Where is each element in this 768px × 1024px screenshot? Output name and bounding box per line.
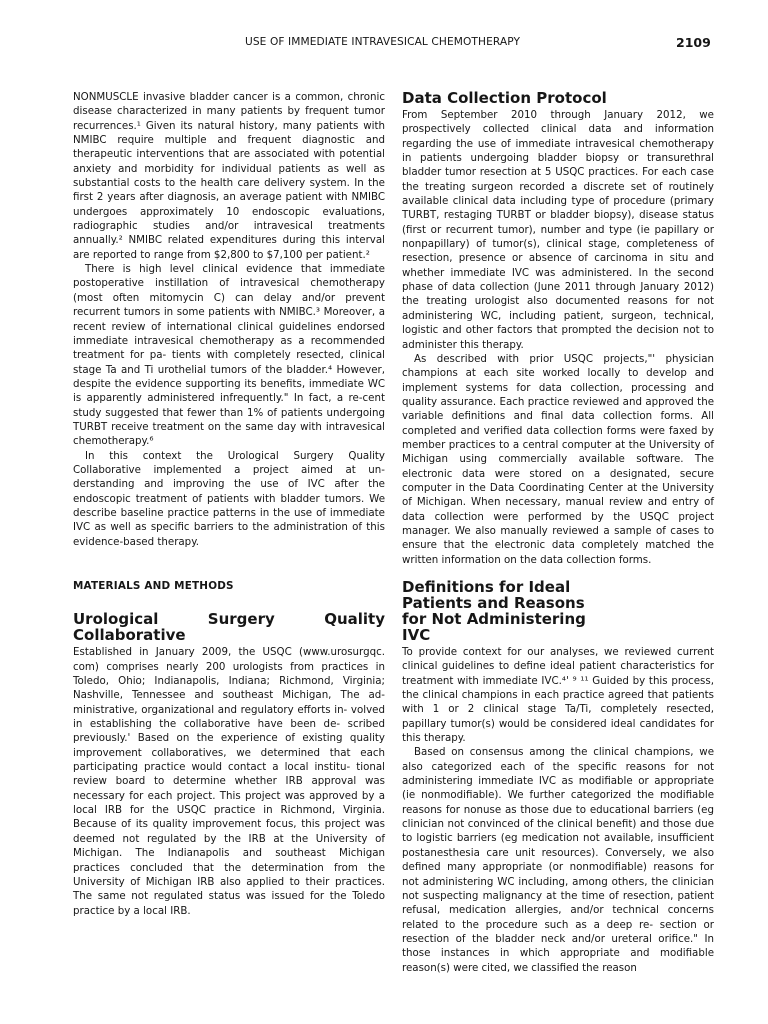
intro-paragraph-2: There is high level clinical evidence that immediate postoperative instillation of intravesical chemotherapy (most often mitomycin C) can delay and/or prevent recurrent tumors in some patients with NMIBC.³ Moreover, a recent review of international clinical guidelines endorsed immediate intravesical chemotherapy as a recommended treatment for pa- tients with completely resected, clinical stage Ta and Ti urothelial tumors of the bladder.⁴ However, despite the evidence supporting its benefits, immediate WC is apparently administered infrequently." In fact, a re-cent study suggested that fewer than 1% of patients undergoing TURBT receive treatment on the same day with intravesical chemotherapy.⁶ xyxy=(73,263,385,448)
data-collection-paragraph-2: As described with prior USQC projects,"' physician champions at each site worked locally to develop and implement systems for data collection, processing and quality assurance. Each practice reviewed and approved the variable definitions and final data collection forms. All completed and verified data collection forms were faxed by member practices to a central computer at the University of Michigan using commercially available software. The electronic data were stored on a designated, secure computer in the Data Coordinating Center at the University of Michigan. When necessary, manual review and entry of data collection were performed by the USQC project manager. We also manually reviewed a sample of cases to ensure that the electronic data completely matched the written information on the data collection forms. xyxy=(402,352,714,566)
usqc-paragraph: Established in January 2009, the USQC (www.urosurgqc. com) comprises nearly 200 urologists from practices in Toledo, Ohio; Indianapolis, Indiana; Richmond, Virginia; Nashville, Tennessee and southeast Michigan, The ad- ministrative, organizational and regulatory efforts in- volved in establishing the collaborative have been de- scribed previously.' Based on the experience of existing quality improvement collaboratives, we determined that each participating practice would contact a local institu- tional review board to determine whether IRB approval was necessary for each project. This project was approved by a local IRB for the USQC practice in Richmond, Virginia. Because of its quality improvement focus, this project was deemed not regulated by the IRB at the University of Michigan. The Indianapolis and southeast Michigan practices concluded that the determination from the University of Michigan IRB also applied to their practices. The same not regulated status was issued for the Toledo practice by a local IRB. xyxy=(73,646,385,917)
intro-paragraph-3: In this context the Urological Surgery Quality Collaborative implemented a project aimed at un- derstanding and improving the use of IVC after the endoscopic treatment of patients with bladder tumors. We describe baseline practice patterns in the use of immediate IVC as well as specific barriers to the administration of this evidence-based therapy. xyxy=(73,449,385,548)
intro-paragraph-1: NONMUSCLE invasive bladder cancer is a common, chronic disease characterized in many patients by frequent tumor recurrences.¹ Given its natural history, many patients with NMIBC require multiple and frequent diagnostic and therapeutic interventions that are associated with potential anxiety and morbidity for individual patients as well as substantial costs to the health care delivery system. In the first 2 years after diagnosis, an average patient with NMIBC undergoes approximately 10 endoscopic evaluations, radiographic studies and/or intravesical treatments annually.² NMIBC related expenditures during this interval are reported to range from $2,800 to $7,100 per patient.² xyxy=(73,91,385,261)
running-title: USE OF IMMEDIATE INTRAVESICAL CHEMOTHERAPY xyxy=(245,36,521,48)
right-column xyxy=(402,90,714,975)
page-number: 2109 xyxy=(676,35,711,50)
data-collection-heading: Data Collection Protocol xyxy=(402,89,607,107)
definitions-paragraph-1: To provide context for our analyses, we reviewed current clinical guidelines to define ideal patient characteristics for treatment with immediate IVC.⁴' ⁹ ¹¹ Guided by this process, the clinical champions in each practice agreed that patients with 1 or 2 clinical stage Ta/Ti, completely resected, papillary tumor(s) would be considered ideal candidates for this therapy. xyxy=(402,646,714,745)
usqc-heading: Urological Surgery Quality Collaborative xyxy=(73,610,385,645)
running-header xyxy=(0,36,768,54)
data-collection-paragraph-1: From September 2010 through January 2012, we prospectively collected clinical data and information regarding the use of immediate intravesical chemotherapy in patients undergoing bladder biopsy or transurethral bladder tumor resection at 5 USQC practices. For each case the treating surgeon recorded a discrete set of routinely available clinical data including type of procedure (primary TURBT, restaging TURBT or bladder biopsy), disease status (first or recurrent tumor), number and type (ie papillary or nonpapillary) of tumor(s), clinical stage, completeness of resection, presence or absence of carcinoma in situ and whether immediate IVC was administered. In the second phase of data collection (June 2011 through January 2012) the treating urologist also documented reasons for not administering WC, including patient, surgeon, technical, logistic and other factors that prompted the decision not to administer this therapy. xyxy=(402,109,714,351)
definitions-paragraph-2: Based on consensus among the clinical champions, we also categorized each of the specific reasons for not administering immediate IVC as modifiable or appropriate (ie nonmodifiable). We further categorized the modifiable reasons for nonuse as those due to educational barriers (eg clinician not convinced of the clinical benefit) and those due to logistic barriers (eg medication not available, insufficient postanesthesia care unit resources). Conversely, we also defined many appropriate (or nonmodifiable) reasons for not administering WC including, among others, the clinician not suspecting malignancy at the time of resection, patient refusal, medication allergies, and/or technical concerns related to the procedure such as a deep re- section or resection of the bladder neck and/or ureteral orifice." In those instances in which appropriate and modifiable reason(s) were cited, we classified the reason xyxy=(402,746,714,974)
definitions-heading: Definitions for Ideal Patients and Reasons for Not Administering IVC xyxy=(402,578,586,644)
methods-heading: MATERIALS AND METHODS xyxy=(73,580,234,592)
left-column xyxy=(73,90,385,918)
